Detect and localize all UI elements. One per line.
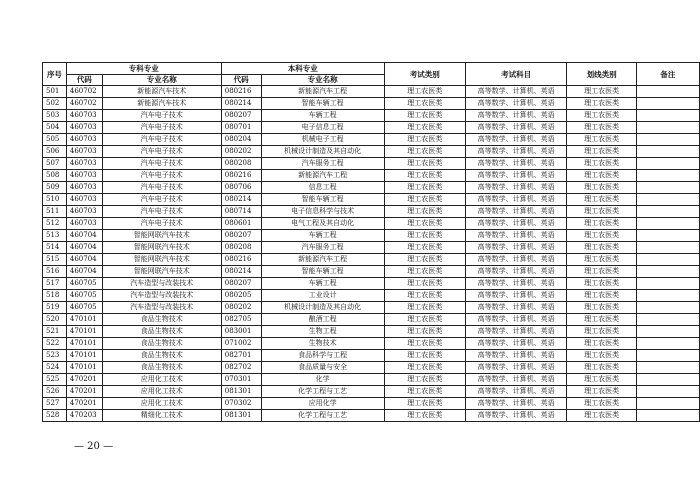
exam-subjects-cell: 高等数学、计算机、英语	[465, 110, 567, 122]
benke-name-cell: 车辆工程	[261, 230, 384, 242]
zhuanke-name-cell: 食品生物技术	[102, 338, 221, 350]
table-row	[43, 146, 700, 158]
exam-category-cell: 理工农医类	[384, 86, 465, 98]
table-row	[43, 290, 700, 302]
exam-category-cell: 理工农医类	[384, 278, 465, 290]
exam-subjects-cell: 高等数学、计算机、英语	[465, 386, 567, 398]
exam-subjects-cell: 高等数学、计算机、英语	[465, 326, 567, 338]
benke-name-cell: 机械电子工程	[261, 134, 384, 146]
zhuanke-name-cell: 汽车电子技术	[102, 122, 221, 134]
benke-code-cell: 083001	[221, 326, 261, 338]
row-seq-cell: 526	[43, 386, 67, 398]
remarks-cell	[636, 146, 699, 158]
exam-subjects-cell: 高等数学、计算机、英语	[465, 338, 567, 350]
exam-subjects-cell: 高等数学、计算机、英语	[465, 134, 567, 146]
zhuanke-code-cell: 460703	[66, 134, 102, 146]
exam-subjects-cell: 高等数学、计算机、英语	[465, 374, 567, 386]
zhuanke-code-cell: 460703	[66, 182, 102, 194]
remarks-cell	[636, 242, 699, 254]
zhuanke-name-cell: 食品生物技术	[102, 314, 221, 326]
header-zhuanke: 专科专业	[66, 63, 221, 75]
benke-code-cell: 070302	[221, 398, 261, 410]
zhuanke-name-cell: 新能源汽车技术	[102, 86, 221, 98]
exam-subjects-cell: 高等数学、计算机、英语	[465, 278, 567, 290]
remarks-cell	[636, 386, 699, 398]
table-row	[43, 110, 700, 122]
table-row	[43, 170, 700, 182]
benke-code-cell: 080216	[221, 86, 261, 98]
table-row	[43, 98, 700, 110]
exam-subjects-cell: 高等数学、计算机、英语	[465, 398, 567, 410]
cutoff-category-cell: 理工农医类	[567, 386, 636, 398]
zhuanke-name-cell: 汽车造型与改装技术	[102, 302, 221, 314]
cutoff-category-cell: 理工农医类	[567, 314, 636, 326]
zhuanke-code-cell: 460702	[66, 86, 102, 98]
benke-code-cell: 080214	[221, 266, 261, 278]
table-row	[43, 122, 700, 134]
header-benke: 本科专业	[221, 63, 384, 75]
table-row	[43, 158, 700, 170]
header-remarks: 备注	[636, 63, 699, 86]
benke-code-cell: 071002	[221, 338, 261, 350]
table-row	[43, 182, 700, 194]
exam-category-cell: 理工农医类	[384, 134, 465, 146]
zhuanke-code-cell: 460705	[66, 290, 102, 302]
row-seq-cell: 501	[43, 86, 67, 98]
benke-code-cell: 080701	[221, 122, 261, 134]
remarks-cell	[636, 206, 699, 218]
benke-code-cell: 081301	[221, 386, 261, 398]
zhuanke-name-cell: 汽车电子技术	[102, 158, 221, 170]
zhuanke-code-cell: 470101	[66, 338, 102, 350]
benke-name-cell: 酿酒工程	[261, 314, 384, 326]
header-exam-subjects: 考试科目	[465, 63, 567, 86]
exam-subjects-cell: 高等数学、计算机、英语	[465, 362, 567, 374]
exam-category-cell: 理工农医类	[384, 206, 465, 218]
cutoff-category-cell: 理工农医类	[567, 110, 636, 122]
remarks-cell	[636, 314, 699, 326]
exam-subjects-cell: 高等数学、计算机、英语	[465, 146, 567, 158]
remarks-cell	[636, 230, 699, 242]
cutoff-category-cell: 理工农医类	[567, 158, 636, 170]
remarks-cell	[636, 410, 699, 422]
cutoff-category-cell: 理工农医类	[567, 146, 636, 158]
exam-category-cell: 理工农医类	[384, 410, 465, 422]
exam-category-cell: 理工农医类	[384, 122, 465, 134]
table-row	[43, 362, 700, 374]
exam-category-cell: 理工农医类	[384, 302, 465, 314]
table-row	[43, 254, 700, 266]
zhuanke-code-cell: 460702	[66, 98, 102, 110]
zhuanke-code-cell: 470203	[66, 410, 102, 422]
table-row	[43, 398, 700, 410]
exam-subjects-cell: 高等数学、计算机、英语	[465, 206, 567, 218]
zhuanke-name-cell: 汽车电子技术	[102, 182, 221, 194]
page-number: — 20 —	[74, 441, 114, 452]
benke-code-cell: 080216	[221, 254, 261, 266]
exam-category-cell: 理工农医类	[384, 98, 465, 110]
cutoff-category-cell: 理工农医类	[567, 338, 636, 350]
exam-subjects-cell: 高等数学、计算机、英语	[465, 410, 567, 422]
remarks-cell	[636, 170, 699, 182]
exam-category-cell: 理工农医类	[384, 362, 465, 374]
remarks-cell	[636, 158, 699, 170]
zhuanke-code-cell: 460703	[66, 206, 102, 218]
zhuanke-name-cell: 智能网联汽车技术	[102, 254, 221, 266]
exam-category-cell: 理工农医类	[384, 110, 465, 122]
zhuanke-name-cell: 应用化工技术	[102, 398, 221, 410]
exam-category-cell: 理工农医类	[384, 386, 465, 398]
row-seq-cell: 519	[43, 302, 67, 314]
benke-name-cell: 生物工程	[261, 326, 384, 338]
exam-subjects-cell: 高等数学、计算机、英语	[465, 254, 567, 266]
remarks-cell	[636, 278, 699, 290]
exam-subjects-cell: 高等数学、计算机、英语	[465, 290, 567, 302]
cutoff-category-cell: 理工农医类	[567, 230, 636, 242]
benke-name-cell: 智能车辆工程	[261, 194, 384, 206]
benke-name-cell: 车辆工程	[261, 278, 384, 290]
cutoff-category-cell: 理工农医类	[567, 374, 636, 386]
zhuanke-code-cell: 470101	[66, 314, 102, 326]
row-seq-cell: 506	[43, 146, 67, 158]
zhuanke-name-cell: 智能网联汽车技术	[102, 242, 221, 254]
exam-category-cell: 理工农医类	[384, 254, 465, 266]
zhuanke-name-cell: 智能网联汽车技术	[102, 230, 221, 242]
exam-subjects-cell: 高等数学、计算机、英语	[465, 302, 567, 314]
cutoff-category-cell: 理工农医类	[567, 98, 636, 110]
exam-subjects-cell: 高等数学、计算机、英语	[465, 122, 567, 134]
zhuanke-name-cell: 汽车电子技术	[102, 206, 221, 218]
remarks-cell	[636, 194, 699, 206]
exam-subjects-cell: 高等数学、计算机、英语	[465, 350, 567, 362]
benke-name-cell: 智能车辆工程	[261, 266, 384, 278]
remarks-cell	[636, 338, 699, 350]
cutoff-category-cell: 理工农医类	[567, 170, 636, 182]
benke-code-cell: 080208	[221, 158, 261, 170]
zhuanke-name-cell: 精细化工技术	[102, 410, 221, 422]
remarks-cell	[636, 374, 699, 386]
benke-code-cell: 080204	[221, 134, 261, 146]
remarks-cell	[636, 182, 699, 194]
table-body	[43, 86, 700, 422]
zhuanke-name-cell: 食品生物技术	[102, 326, 221, 338]
benke-code-cell: 080208	[221, 242, 261, 254]
zhuanke-code-cell: 470201	[66, 386, 102, 398]
row-seq-cell: 516	[43, 266, 67, 278]
benke-name-cell: 智能车辆工程	[261, 98, 384, 110]
benke-name-cell: 工业设计	[261, 290, 384, 302]
exam-subjects-cell: 高等数学、计算机、英语	[465, 194, 567, 206]
zhuanke-code-cell: 460704	[66, 230, 102, 242]
cutoff-category-cell: 理工农医类	[567, 302, 636, 314]
benke-name-cell: 化学	[261, 374, 384, 386]
row-seq-cell: 512	[43, 218, 67, 230]
cutoff-category-cell: 理工农医类	[567, 290, 636, 302]
cutoff-category-cell: 理工农医类	[567, 266, 636, 278]
zhuanke-name-cell: 食品生物技术	[102, 350, 221, 362]
benke-name-cell: 机械设计制造及其自动化	[261, 302, 384, 314]
zhuanke-name-cell: 食品生物技术	[102, 362, 221, 374]
exam-subjects-cell: 高等数学、计算机、英语	[465, 158, 567, 170]
benke-name-cell: 食品科学与工程	[261, 350, 384, 362]
cutoff-category-cell: 理工农医类	[567, 122, 636, 134]
zhuanke-code-cell: 460704	[66, 254, 102, 266]
table-row	[43, 278, 700, 290]
row-seq-cell: 503	[43, 110, 67, 122]
zhuanke-name-cell: 汽车造型与改装技术	[102, 290, 221, 302]
zhuanke-name-cell: 智能网联汽车技术	[102, 266, 221, 278]
zhuanke-code-cell: 460703	[66, 158, 102, 170]
exam-category-cell: 理工农医类	[384, 350, 465, 362]
table-row	[43, 410, 700, 422]
row-seq-cell: 510	[43, 194, 67, 206]
row-seq-cell: 528	[43, 410, 67, 422]
benke-name-cell: 电子信息工程	[261, 122, 384, 134]
benke-code-cell: 070301	[221, 374, 261, 386]
benke-name-cell: 食品质量与安全	[261, 362, 384, 374]
zhuanke-name-cell: 汽车电子技术	[102, 134, 221, 146]
benke-code-cell: 082701	[221, 350, 261, 362]
exam-category-cell: 理工农医类	[384, 266, 465, 278]
zhuanke-code-cell: 460705	[66, 302, 102, 314]
exam-category-cell: 理工农医类	[384, 290, 465, 302]
table-row	[43, 86, 700, 98]
remarks-cell	[636, 254, 699, 266]
exam-subjects-cell: 高等数学、计算机、英语	[465, 182, 567, 194]
exam-subjects-cell: 高等数学、计算机、英语	[465, 314, 567, 326]
zhuanke-name-cell: 汽车电子技术	[102, 218, 221, 230]
table-row	[43, 230, 700, 242]
benke-name-cell: 新能源汽车工程	[261, 86, 384, 98]
header-exam-category: 考试类别	[384, 63, 465, 86]
table-row	[43, 350, 700, 362]
cutoff-category-cell: 理工农医类	[567, 182, 636, 194]
exam-category-cell: 理工农医类	[384, 326, 465, 338]
cutoff-category-cell: 理工农医类	[567, 350, 636, 362]
header-seq: 序号	[43, 63, 67, 86]
benke-name-cell: 汽车服务工程	[261, 158, 384, 170]
cutoff-category-cell: 理工农医类	[567, 254, 636, 266]
benke-code-cell: 080207	[221, 230, 261, 242]
exam-subjects-cell: 高等数学、计算机、英语	[465, 98, 567, 110]
benke-name-cell: 电子信息科学与技术	[261, 206, 384, 218]
benke-name-cell: 应用化学	[261, 398, 384, 410]
exam-subjects-cell: 高等数学、计算机、英语	[465, 86, 567, 98]
exam-subjects-cell: 高等数学、计算机、英语	[465, 170, 567, 182]
zhuanke-code-cell: 470101	[66, 362, 102, 374]
header-benke-name: 专业名称	[261, 75, 384, 86]
zhuanke-code-cell: 460705	[66, 278, 102, 290]
remarks-cell	[636, 290, 699, 302]
row-seq-cell: 527	[43, 398, 67, 410]
zhuanke-name-cell: 汽车电子技术	[102, 194, 221, 206]
header-cutoff-category: 划线类别	[567, 63, 636, 86]
cutoff-category-cell: 理工农医类	[567, 242, 636, 254]
row-seq-cell: 513	[43, 230, 67, 242]
remarks-cell	[636, 86, 699, 98]
cutoff-category-cell: 理工农医类	[567, 326, 636, 338]
zhuanke-name-cell: 应用化工技术	[102, 386, 221, 398]
zhuanke-code-cell: 470101	[66, 326, 102, 338]
majors-table	[42, 62, 700, 422]
benke-code-cell: 080714	[221, 206, 261, 218]
exam-category-cell: 理工农医类	[384, 194, 465, 206]
benke-code-cell: 080207	[221, 110, 261, 122]
table-row	[43, 242, 700, 254]
benke-code-cell: 080216	[221, 170, 261, 182]
header-zhuanke-name: 专业名称	[102, 75, 221, 86]
exam-category-cell: 理工农医类	[384, 182, 465, 194]
cutoff-category-cell: 理工农医类	[567, 194, 636, 206]
benke-code-cell: 082705	[221, 314, 261, 326]
exam-subjects-cell: 高等数学、计算机、英语	[465, 266, 567, 278]
zhuanke-code-cell: 460703	[66, 146, 102, 158]
cutoff-category-cell: 理工农医类	[567, 410, 636, 422]
exam-category-cell: 理工农医类	[384, 374, 465, 386]
table-row	[43, 386, 700, 398]
zhuanke-code-cell: 460704	[66, 242, 102, 254]
exam-category-cell: 理工农医类	[384, 314, 465, 326]
exam-category-cell: 理工农医类	[384, 146, 465, 158]
row-seq-cell: 509	[43, 182, 67, 194]
remarks-cell	[636, 362, 699, 374]
table-row	[43, 326, 700, 338]
exam-subjects-cell: 高等数学、计算机、英语	[465, 230, 567, 242]
row-seq-cell: 502	[43, 98, 67, 110]
exam-category-cell: 理工农医类	[384, 398, 465, 410]
remarks-cell	[636, 398, 699, 410]
row-seq-cell: 520	[43, 314, 67, 326]
cutoff-category-cell: 理工农医类	[567, 86, 636, 98]
row-seq-cell: 514	[43, 242, 67, 254]
header-benke-code: 代码	[221, 75, 261, 86]
benke-code-cell: 082702	[221, 362, 261, 374]
exam-category-cell: 理工农医类	[384, 230, 465, 242]
row-seq-cell: 525	[43, 374, 67, 386]
remarks-cell	[636, 110, 699, 122]
table-row	[43, 374, 700, 386]
benke-code-cell: 080207	[221, 278, 261, 290]
cutoff-category-cell: 理工农医类	[567, 278, 636, 290]
zhuanke-code-cell: 460703	[66, 170, 102, 182]
row-seq-cell: 522	[43, 338, 67, 350]
row-seq-cell: 511	[43, 206, 67, 218]
exam-category-cell: 理工农医类	[384, 338, 465, 350]
cutoff-category-cell: 理工农医类	[567, 206, 636, 218]
benke-code-cell: 080205	[221, 290, 261, 302]
benke-name-cell: 新能源汽车工程	[261, 254, 384, 266]
row-seq-cell: 504	[43, 122, 67, 134]
row-seq-cell: 517	[43, 278, 67, 290]
benke-name-cell: 信息工程	[261, 182, 384, 194]
benke-name-cell: 化学工程与工艺	[261, 386, 384, 398]
row-seq-cell: 523	[43, 350, 67, 362]
zhuanke-name-cell: 汽车电子技术	[102, 146, 221, 158]
exam-category-cell: 理工农医类	[384, 158, 465, 170]
remarks-cell	[636, 98, 699, 110]
benke-name-cell: 生物技术	[261, 338, 384, 350]
exam-category-cell: 理工农医类	[384, 242, 465, 254]
remarks-cell	[636, 122, 699, 134]
zhuanke-name-cell: 汽车电子技术	[102, 170, 221, 182]
benke-name-cell: 电气工程及其自动化	[261, 218, 384, 230]
zhuanke-code-cell: 470201	[66, 398, 102, 410]
row-seq-cell: 521	[43, 326, 67, 338]
benke-code-cell: 080202	[221, 302, 261, 314]
exam-category-cell: 理工农医类	[384, 218, 465, 230]
table-row	[43, 266, 700, 278]
table-row	[43, 194, 700, 206]
remarks-cell	[636, 134, 699, 146]
row-seq-cell: 508	[43, 170, 67, 182]
zhuanke-code-cell: 470101	[66, 350, 102, 362]
benke-code-cell: 080214	[221, 194, 261, 206]
table-row	[43, 314, 700, 326]
benke-code-cell: 080202	[221, 146, 261, 158]
zhuanke-code-cell: 460703	[66, 110, 102, 122]
exam-category-cell: 理工农医类	[384, 170, 465, 182]
benke-code-cell: 081301	[221, 410, 261, 422]
row-seq-cell: 518	[43, 290, 67, 302]
benke-name-cell: 机械设计制造及其自动化	[261, 146, 384, 158]
benke-name-cell: 化学工程与工艺	[261, 410, 384, 422]
cutoff-category-cell: 理工农医类	[567, 398, 636, 410]
zhuanke-code-cell: 460703	[66, 194, 102, 206]
zhuanke-code-cell: 470201	[66, 374, 102, 386]
benke-code-cell: 080214	[221, 98, 261, 110]
header-zhuanke-code: 代码	[66, 75, 102, 86]
zhuanke-code-cell: 460703	[66, 218, 102, 230]
zhuanke-code-cell: 460703	[66, 122, 102, 134]
cutoff-category-cell: 理工农医类	[567, 362, 636, 374]
exam-subjects-cell: 高等数学、计算机、英语	[465, 242, 567, 254]
table-row	[43, 218, 700, 230]
remarks-cell	[636, 302, 699, 314]
zhuanke-name-cell: 新能源汽车技术	[102, 98, 221, 110]
remarks-cell	[636, 266, 699, 278]
benke-name-cell: 车辆工程	[261, 110, 384, 122]
benke-name-cell: 汽车服务工程	[261, 242, 384, 254]
remarks-cell	[636, 218, 699, 230]
table-row	[43, 134, 700, 146]
table-row	[43, 302, 700, 314]
benke-name-cell: 新能源汽车工程	[261, 170, 384, 182]
table-row	[43, 206, 700, 218]
row-seq-cell: 524	[43, 362, 67, 374]
table-row	[43, 338, 700, 350]
remarks-cell	[636, 326, 699, 338]
row-seq-cell: 505	[43, 134, 67, 146]
row-seq-cell: 515	[43, 254, 67, 266]
benke-code-cell: 080601	[221, 218, 261, 230]
zhuanke-name-cell: 汽车造型与改装技术	[102, 278, 221, 290]
row-seq-cell: 507	[43, 158, 67, 170]
zhuanke-name-cell: 应用化工技术	[102, 374, 221, 386]
benke-code-cell: 080706	[221, 182, 261, 194]
zhuanke-name-cell: 汽车电子技术	[102, 110, 221, 122]
cutoff-category-cell: 理工农医类	[567, 134, 636, 146]
remarks-cell	[636, 350, 699, 362]
exam-subjects-cell: 高等数学、计算机、英语	[465, 218, 567, 230]
cutoff-category-cell: 理工农医类	[567, 218, 636, 230]
zhuanke-code-cell: 460704	[66, 266, 102, 278]
